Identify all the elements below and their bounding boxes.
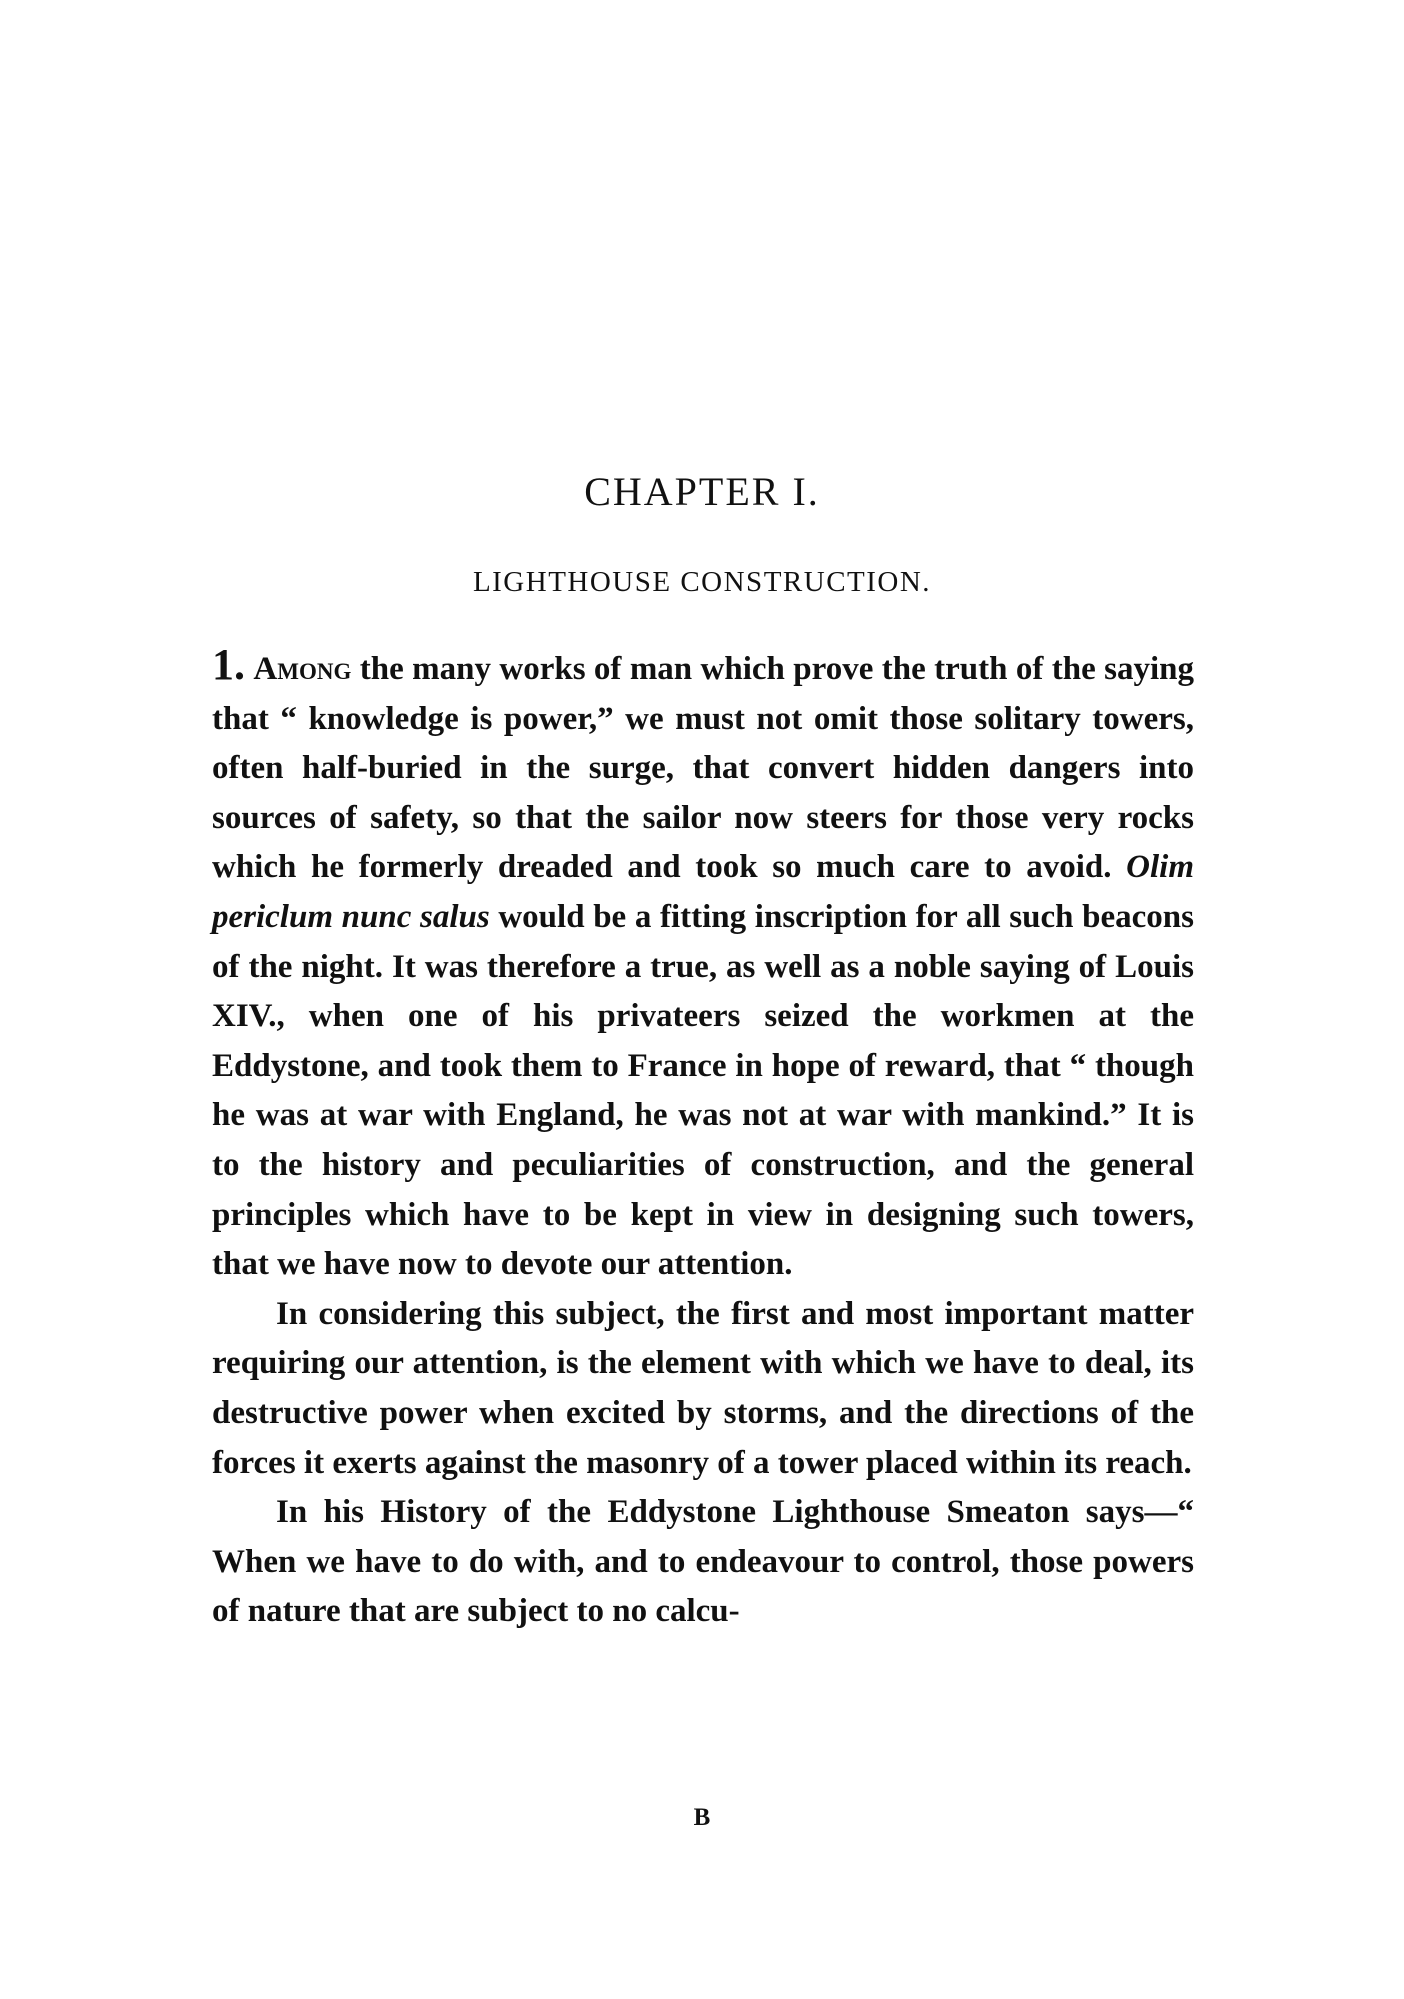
paragraph-3: In his History of the Eddystone Lighthouse Smeaton says—“ When we have to do with, and to endeavour to control, those powers of nature that are subject to no calcu- xyxy=(212,1494,1194,1630)
paragraph-1 xyxy=(212,640,1194,1290)
chapter-subtitle: LIGHTHOUSE CONSTRUCTION. xyxy=(472,566,932,598)
section-number: 1. xyxy=(212,640,245,689)
chapter-title: CHAPTER I. xyxy=(584,469,820,514)
lead-word: Among xyxy=(253,651,352,687)
signature-mark: B xyxy=(693,1804,711,1831)
paragraph-1-text-a: the many works of man which prove the truth of the saying that “ knowledge is power,” we must not omit those solitary towers, often half-buried in the surge, that convert hidden dangers into sources of safety, so that the sailor now steers for those very rocks which he formerly dreaded and took so much care to avoid. xyxy=(212,651,1195,886)
latin-phrase: Olim periclum nunc salus xyxy=(212,849,1194,935)
body-text xyxy=(212,640,1194,1637)
paragraph-1-text-b: would be a fitting inscription for all such beacons of the night. It was therefore a true, as well as a noble saying of Louis XIV., when one of his privateers seized the workmen at the Eddystone, and took them to France in hope of reward, that “ though he was at war with England, he was not at war with mankind.” It is to the history and peculiarities of construction, and the general principles which have to be kept in view in designing such towers, that we have now to devote our attention. xyxy=(212,898,1194,1283)
paragraph-2: In considering this subject, the first and most important matter requiring our attention, is the element with which we have to deal, its destructive power when excited by storms, and the directions of the forces it exerts against the masonry of a tower placed within its reach. xyxy=(212,1295,1194,1481)
